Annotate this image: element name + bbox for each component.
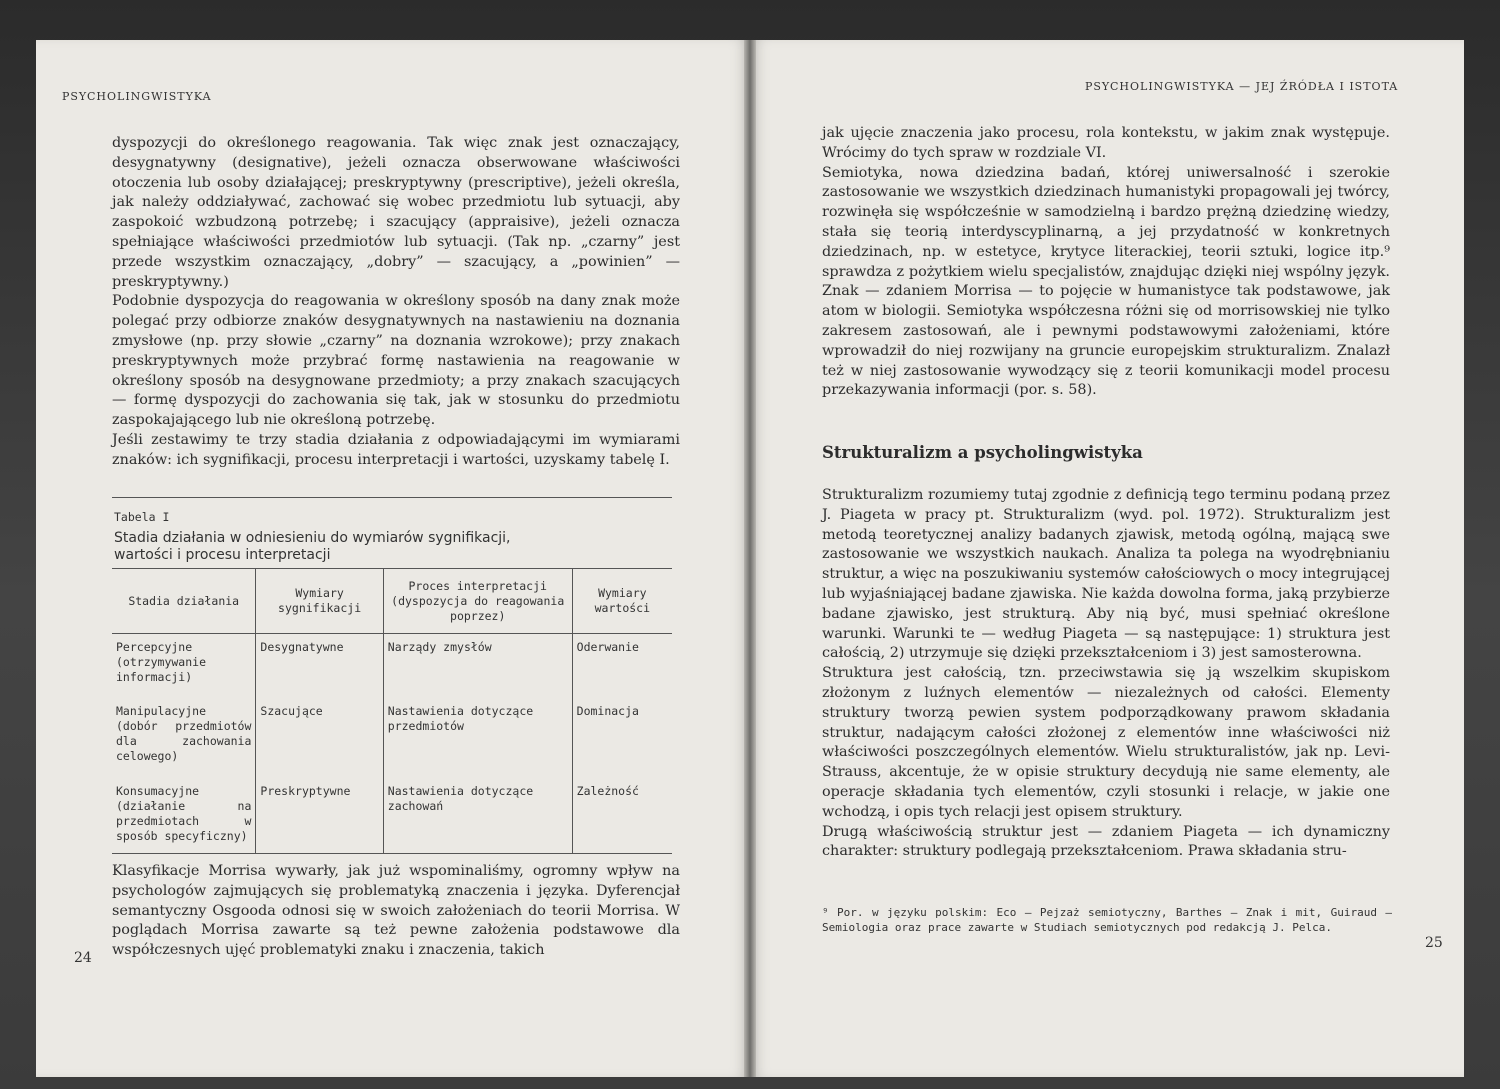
table-cell: Nastawienia dotyczące przedmiotów — [383, 698, 572, 778]
left-running-head: PSYCHOLINGWISTYKA — [62, 90, 212, 103]
table-cell: Nastawienia dotyczące zachowań — [383, 778, 572, 854]
table-cell: Zależność — [572, 778, 672, 854]
right-running-head: PSYCHOLINGWISTYKA — JEJ ŹRÓDŁA I ISTOTA — [1085, 80, 1399, 93]
table-row — [112, 634, 672, 698]
left-body-text — [112, 134, 680, 471]
left-closing-paragraph: Klasyfikacje Morrisa wywarły, jak już wspominaliśmy, ogromny wpływ na psychologów zajmujących się problematyką znaczenia i języka. Dyferencjał semantyczny Osgooda odnosi się w swoich założeniach do teorii Morrisa. W poglądach Morrisa zawarte są też pewne założenia podstawowe dla współczesnych ujęć problematyki znaku i znaczenia, takich — [112, 863, 680, 959]
right-paragraph-2: Semiotyka, nowa dziedzina badań, której uniwersalność i szerokie zastosowanie we wszystkich dziedzinach humanistyki propagowali jej twórcy, rozwinęła się współcześnie w samodzielną i bardzo prężną dziedzinę wiedzy, stała się teorią interdyscyplinarną, a jej przydatność w konkretnych dziedzinach, np. w estetyce, krytyce literackiej, teorii sztuki, logice itp.⁹ sprawdza z pożytkiem wielu specjalistów, znajdując dzięki niej wspólny język. Znak — zdaniem Morrisa — to pojęcie w humanistyce tak podstawowe, jak atom w biologii. Semiotyka współczesna różni się od morrisowskiej nie tylko zakresem zastosowań, ale i pewnymi podstawowymi założeniami, które wprowadził do niej rozwijany na gruncie europejskim strukturalizm. Znalazł też w niej zastosowanie wywodzący się z teorii komunikacji model procesu przekazywania informacji (por. s. 58). — [822, 164, 1390, 399]
table-header-cell: Wymiary sygnifikacji — [256, 569, 383, 634]
section-heading: Strukturalizm a psycholingwistyka — [822, 443, 1143, 462]
table-cell: Preskryptywne — [256, 778, 383, 854]
left-paragraph-3: Jeśli zestawimy te trzy stadia działania z odpowiadającymi im wymiarami znaków: ich sygnifikacji, procesu interpretacji i wartości, uzyskamy tabelę I. — [112, 431, 680, 468]
table-row — [112, 778, 672, 854]
table-stadia-dzialania — [112, 569, 672, 854]
left-paragraph-1: dyspozycji do określonego reagowania. Tak więc znak jest oznaczający, desygnatywny (designative), jeżeli oznacza obserwowane właściwości otoczenia lub osoby działającej; preskryptywny (prescriptive), jeżeli określa, jak należy oddziaływać, zachować się wobec przedmiotu lub sytuacji, aby zaspokoić wzbudzoną potrzebę; i szacujący (appraisive), jeżeli oznacza spełniające właściwości przedmiotów lub sytuacji. (Tak np. „czarny” jest przede wszystkim oznaczający, „dobry” — szacujący, a „powinien” — preskryptywny.) — [112, 135, 680, 290]
right-page-number: 25 — [1425, 935, 1443, 951]
left-paragraph-2: Podobnie dyspozycja do reagowania w określony sposób na dany znak może polegać przy odbiorze znaków desygnatywnych na nastawieniu na doznania zmysłowe (np. przy słowie „czarny” na doznania wzrokowe); przy znakach preskryptywnych może przybrać formę nastawienia na reagowanie w określony sposób na desygnowane przedmioty; a przy znakach szacujących — formę dyspozycji do zachowania się tak, jak w stosunku do przedmiotu zaspokajającego lub nie określoną potrzebę. — [112, 293, 680, 429]
right-section-text — [822, 486, 1390, 862]
table-header-cell: Proces interpretacji (dyspozycja do reagowania poprzez) — [383, 569, 572, 634]
table-cell: Oderwanie — [572, 634, 672, 698]
table-row — [112, 698, 672, 778]
section-paragraph-2: Struktura jest całością, tzn. przeciwstawia się ją wszelkim skupiskom złożonym z luźnych elementów — niezależnych od całości. Elementy struktury tworzą pewien system podporządkowany prawom składania struktur, nadającym całości złożonej z elementów inne właściwości niż właściwości poszczególnych elementów. Wielu strukturalistów, jak np. Levi-Strauss, akcentuje, że w opisie struktury decydują nie same elementy, ale operacje składania tych elementów, czyli stosunki i relacje, w jakie one wchodzą, i opis tych relacji jest opisem struktury. — [822, 665, 1390, 820]
table-cell: Szacujące — [256, 698, 383, 778]
book-gutter — [744, 40, 756, 1077]
table-cell: Desygnatywne — [256, 634, 383, 698]
right-top-text — [822, 124, 1390, 401]
table-cell: Narządy zmysłów — [383, 634, 572, 698]
footnote: ⁹ Por. w języku polskim: Eco — Pejzaż semiotyczny, Barthes — Znak i mit, Guiraud — Semiologia oraz prace zawarte w Studiach semiotycznych pod redakcją J. Pelca. — [822, 906, 1392, 934]
table-label: Tabela I — [114, 510, 170, 524]
left-page-number: 24 — [74, 950, 92, 966]
section-paragraph-3: Drugą właściwością struktur jest — zdaniem Piageta — ich dynamiczny charakter: struktury podlegają przekształceniom. Prawa składania stru- — [822, 823, 1390, 860]
table-cell: Dominacja — [572, 698, 672, 778]
table-header-row — [112, 569, 672, 634]
table-title: Stadia działania w odniesieniu do wymiarów sygnifikacji, wartości i procesu interpretacji — [114, 530, 511, 563]
table-cell: Manipulacyjne (dobór przedmiotów dla zachowania celowego) — [116, 703, 252, 763]
left-closing-text — [112, 862, 680, 961]
table-cell: Percepcyjne (otrzymywanie informacji) — [116, 640, 207, 684]
table-cell: Konsumacyjne (działanie na przedmiotach w sposób specyficzny) — [112, 778, 256, 854]
section-paragraph-1: Strukturalizm rozumiemy tutaj zgodnie z definicją tego terminu podaną przez J. Piageta w pracy pt. Strukturalizm (wyd. pol. 1972). Strukturalizm jest metodą teoretycznej analizy badanych zjawisk, metodą ogólną, mającą swe zastosowanie we wszystkich naukach. Analiza ta polega na wyodrębnianiu struktur, a więc na poszukiwaniu systemów całościowych o mocy integrującej lub wyjaśniającej badane zjawiska. Nie każda dowolna forma, jaką przybierze badane zjawisko, jest strukturą. Aby nią być, musi spełniać określone warunki. Warunki te — według Piageta — są następujące: 1) struktura jest całością, 2) utrzymuje się dzięki przekształceniom i 3) jest samosterowna. — [822, 487, 1390, 662]
table-top-rule — [112, 497, 672, 498]
table-header-cell: Wymiary wartości — [572, 569, 672, 634]
table-header-cell: Stadia działania — [112, 569, 256, 634]
right-paragraph-1: jak ujęcie znaczenia jako procesu, rola kontekstu, w jakim znak występuje. Wrócimy do tych spraw w rozdziale VI. — [822, 125, 1390, 161]
